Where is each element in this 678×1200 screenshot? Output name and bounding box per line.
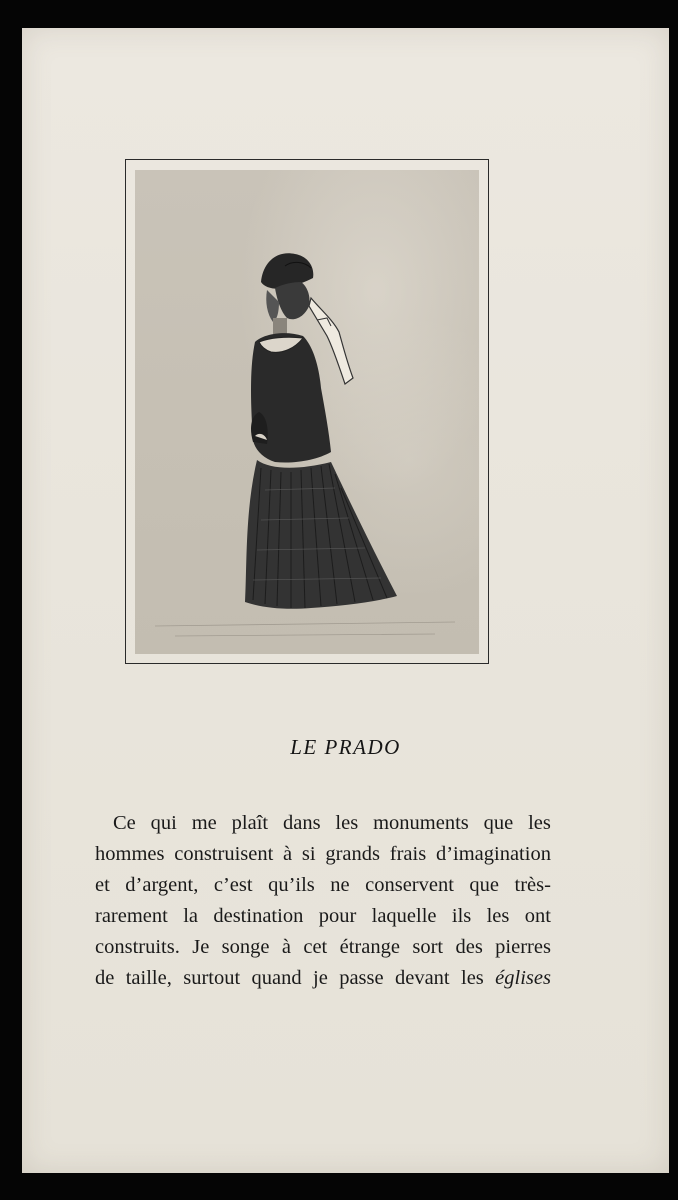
word: monuments [373, 812, 469, 834]
word: construits. [95, 936, 180, 958]
word: construisent [174, 843, 274, 865]
illustration-plate [135, 170, 479, 654]
word: ont [524, 905, 551, 927]
word: frais [389, 843, 427, 865]
word: si [301, 843, 316, 865]
word: ne [330, 874, 350, 896]
word: passe [339, 967, 384, 989]
word: dans [282, 812, 321, 834]
word: quand [251, 967, 302, 989]
woman-silhouette-engraving [135, 170, 479, 654]
word: que [469, 874, 500, 896]
word: ils [451, 905, 472, 927]
word: à [283, 843, 293, 865]
word: devant [394, 967, 450, 989]
word: Je [192, 936, 210, 958]
word: les [486, 905, 510, 927]
text-line [95, 839, 551, 870]
word: grands [325, 843, 380, 865]
body-paragraph [95, 808, 551, 994]
word: songe [221, 936, 270, 958]
word: que [483, 812, 514, 834]
word: la [183, 905, 198, 927]
word: hommes [95, 843, 165, 865]
word: d’imagination [435, 843, 551, 865]
word: me [191, 812, 217, 834]
word: d’argent, [125, 874, 199, 896]
book-page [22, 28, 669, 1173]
word: taille, [125, 967, 172, 989]
word: et [95, 874, 110, 896]
word: églises [495, 967, 551, 989]
word: je [313, 967, 328, 989]
word: qu’ils [268, 874, 315, 896]
word: étrange [339, 936, 400, 958]
word: pierres [495, 936, 551, 958]
text-line [95, 870, 551, 901]
word: des [455, 936, 483, 958]
word: surtout [183, 967, 241, 989]
word: c’est [213, 874, 253, 896]
word: rarement [95, 905, 168, 927]
word: destination [213, 905, 304, 927]
word: les [528, 812, 551, 834]
text-line [95, 808, 551, 839]
word: les [461, 967, 484, 989]
word: qui [150, 812, 177, 834]
plate-title: LE PRADO [290, 735, 401, 759]
word: sort [412, 936, 444, 958]
text-line [95, 963, 551, 994]
word: très- [514, 874, 551, 896]
word: conservent [365, 874, 454, 896]
word: à [281, 936, 291, 958]
word: laquelle [371, 905, 437, 927]
word: pour [318, 905, 357, 927]
word: cet [303, 936, 328, 958]
word: Ce [113, 812, 136, 834]
word: les [335, 812, 359, 834]
text-line [95, 932, 551, 963]
text-line [95, 901, 551, 932]
word: plaît [231, 812, 269, 834]
word: de [95, 967, 115, 989]
